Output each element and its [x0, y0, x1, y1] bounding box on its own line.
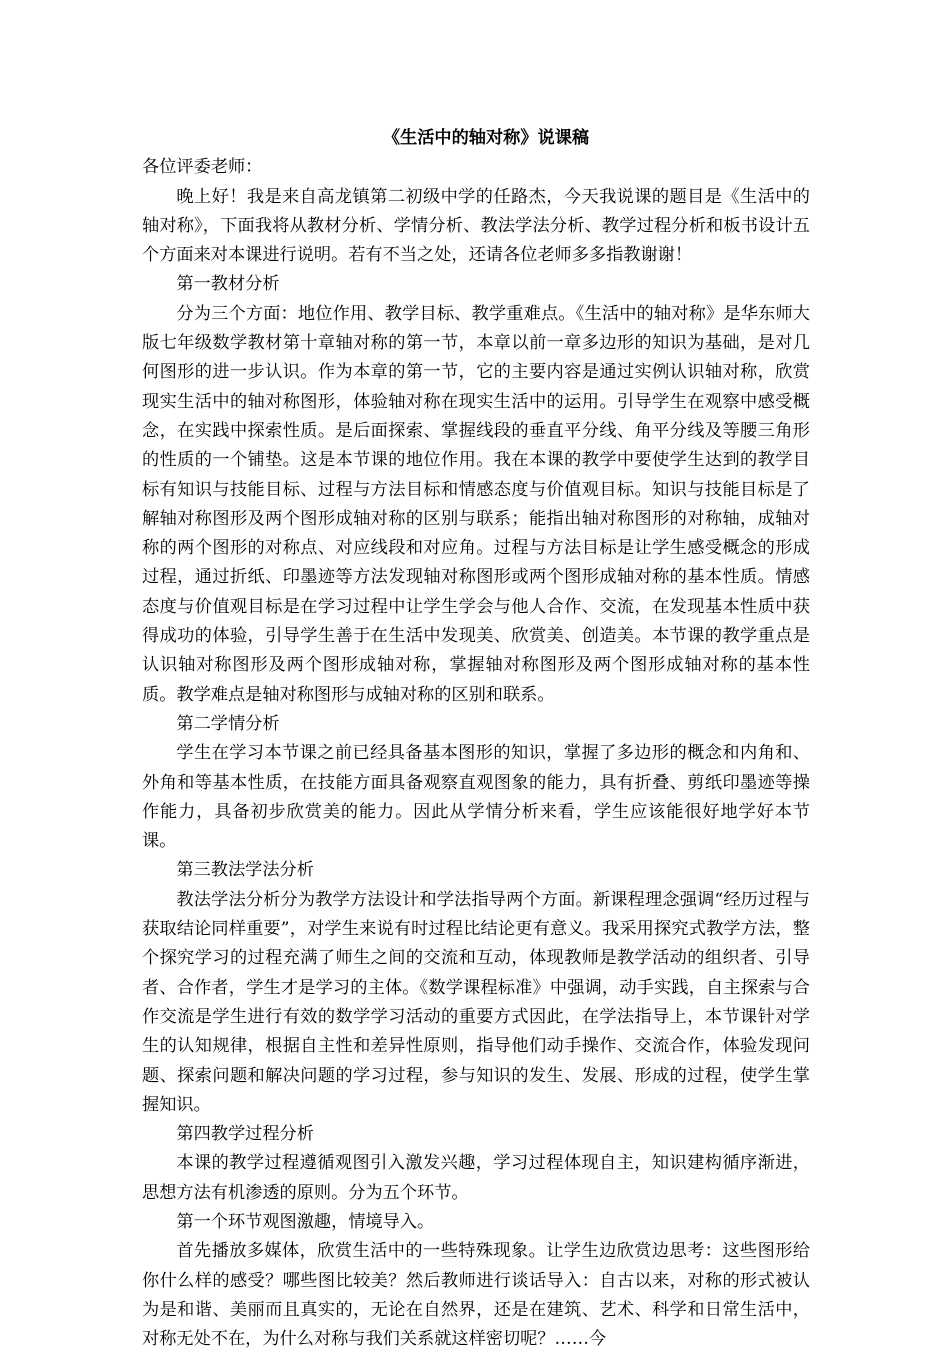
- textbook-analysis-paragraph: 分为三个方面：地位作用、教学目标、教学重难点。《生活中的轴对称》是华东师大版七年级数学教材第十章轴对称的第一节，本章以前一章多边形的知识为基础，是对几何图形的进一步认识。作为本章的第一节，它的主要内容是通过实例认识轴对称，欣赏现实生活中的轴对称图形，体验轴对称在现实生活中的运用。引导学生在观察中感受概念，在实践中探索性质。是后面探索、掌握线段的垂直平分线、角平分线及等腰三角形的性质的一个铺垫。这是本节课的地位作用。我在本课的教学中要使学生达到的教学目标有知识与技能目标、过程与方法目标和情感态度与价值观目标。知识与技能目标是了解轴对称图形及两个图形成轴对称的区别与联系；能指出轴对称图形的对称轴，成轴对称的两个图形的对称点、对应线段和对应角。过程与方法目标是让学生感受概念的形成过程，通过折纸、印墨迹等方法发现轴对称图形或两个图形成轴对称的基本性质。情感态度与价值观目标是在学习过程中让学生学会与他人合作、交流，在发现基本性质中获得成功的体验，引导学生善于在生活中发现美、欣赏美、创造美。本节课的教学重点是认识轴对称图形及两个图形成轴对称，掌握轴对称图形及两个图形成轴对称的基本性质。教学难点是轴对称图形与成轴对称的区别和联系。: [142, 303, 810, 705]
- section-heading-process-analysis: 第四教学过程分析: [176, 1124, 314, 1145]
- document-page: [142, 124, 810, 1354]
- student-analysis-paragraph: 学生在学习本节课之前已经具备基本图形的知识，掌握了多边形的概念和内角和、外角和等基本性质，在技能方面具备观察直观图象的能力，具有折叠、剪纸印墨迹等操作能力，具备初步欣赏美的能力。因此从学情分析来看，学生应该能很好地学好本节课。: [142, 743, 810, 852]
- subsection-heading-first-step: 第一个环节观图激趣，情境导入。: [176, 1211, 435, 1232]
- method-analysis-paragraph: 教法学法分析分为教学方法设计和学法指导两个方面。新课程理念强调“经历过程与获取结论同样重要”，对学生来说有时过程比结论更有意义。我采用探究式教学方法，整个探究学习的过程充满了师生之间的交流和互动，体现教师是教学活动的组织者、引导者、合作者，学生才是学习的主体。《数学课程标准》中强调，动手实践，自主探索与合作交流是学生进行有效的数学学习活动的重要方式因此，在学法指导上，本节课针对学生的认知规律，根据自主性和差异性原则，指导他们动手操作、交流合作，体验发现问题、探索问题和解决问题的学习过程，参与知识的发生、发展、形成的过程，使学生掌握知识。: [142, 889, 810, 1115]
- section-heading-student-analysis: 第二学情分析: [176, 713, 280, 734]
- section-heading-textbook-analysis: 第一教材分析: [176, 274, 280, 295]
- salutation: 各位评委老师：: [142, 157, 263, 178]
- intro-paragraph: 晚上好！我是来自高龙镇第二初级中学的任路杰，今天我说课的题目是《生活中的轴对称》，下面我将从教材分析、学情分析、教法学法分析、教学过程分析和板书设计五个方面来对本课进行说明。若有不当之处，还请各位老师多多指教谢谢！: [142, 186, 810, 266]
- first-step-paragraph: 首先播放多媒体，欣赏生活中的一些特殊现象。让学生边欣赏边思考：这些图形给你什么样的感受？哪些图比较美？然后教师进行谈话导入：自古以来，对称的形式被认为是和谐、美丽而且真实的，无论在自然界，还是在建筑、艺术、科学和日常生活中，对称无处不在，为什么对称与我们关系就这样密切呢？……今: [142, 1241, 810, 1350]
- section-heading-method-analysis: 第三教法学法分析: [176, 860, 314, 881]
- process-analysis-paragraph: 本课的教学过程遵循观图引入激发兴趣，学习过程体现自主，知识建构循序渐进，思想方法有机渗透的原则。分为五个环节。: [142, 1153, 810, 1203]
- document-title: 《生活中的轴对称》说课稿: [382, 128, 590, 148]
